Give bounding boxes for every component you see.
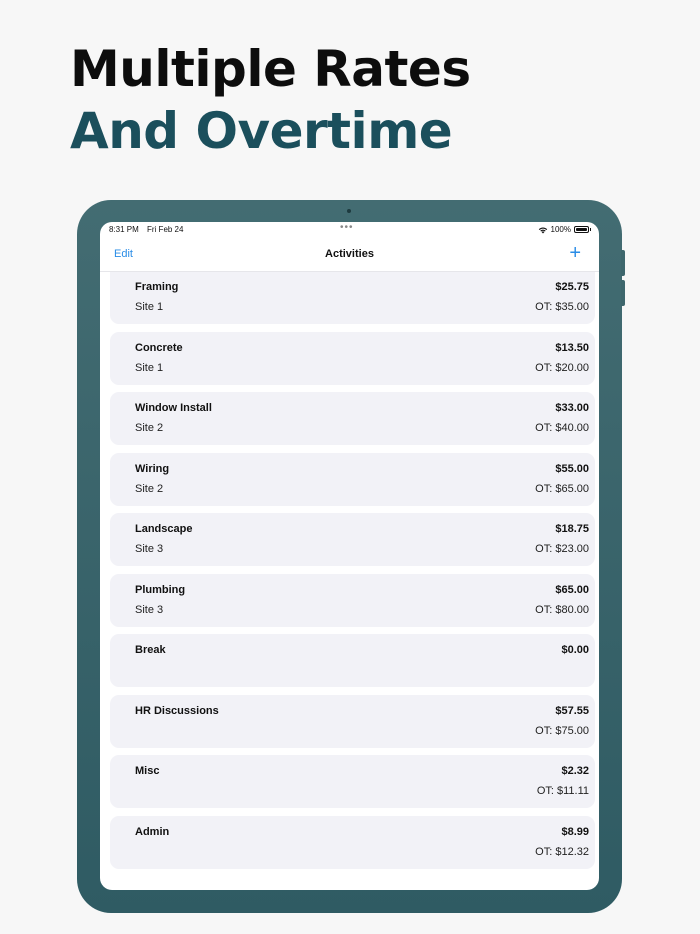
activity-name: Plumbing: [135, 583, 186, 596]
activity-name: Wiring: [135, 462, 170, 475]
navigation-bar: [100, 238, 599, 272]
list-item[interactable]: [110, 392, 595, 445]
activity-rate: $8.99: [561, 825, 589, 838]
multitask-dots-icon[interactable]: •••: [340, 222, 354, 233]
activity-name: Framing: [135, 281, 179, 293]
marketing-headline: [70, 38, 471, 162]
status-right: [538, 225, 589, 234]
camera-icon: [347, 209, 351, 213]
device-screen: [100, 222, 599, 890]
activity-rate: $33.00: [555, 402, 589, 414]
activities-list: [110, 272, 595, 876]
list-item[interactable]: [110, 816, 595, 869]
headline-line-2: And Overtime: [70, 102, 453, 160]
activity-ot-rate: OT: $80.00: [535, 603, 589, 616]
activity-site: Site 3: [135, 543, 164, 555]
activity-name: Landscape: [135, 523, 193, 535]
activity-ot-rate: OT: $12.32: [535, 845, 589, 858]
activity-ot-rate: OT: $75.00: [535, 724, 589, 737]
list-item[interactable]: [110, 634, 595, 687]
activity-ot-rate: OT: $40.00: [535, 422, 589, 434]
activity-name: Break: [135, 644, 166, 656]
list-item[interactable]: [110, 453, 595, 506]
status-date: Fri Feb 24: [147, 225, 184, 234]
volume-down-button: [621, 280, 625, 306]
list-item[interactable]: [110, 513, 595, 566]
activity-ot-rate: OT: $35.00: [535, 301, 589, 313]
list-item[interactable]: [110, 574, 595, 627]
activity-ot-rate: OT: $65.00: [535, 482, 589, 495]
list-item[interactable]: [110, 272, 595, 324]
activity-rate: $18.75: [555, 523, 589, 535]
activity-site: Site 2: [135, 482, 164, 495]
activity-name: Window Install: [135, 402, 212, 414]
list-item[interactable]: [110, 695, 595, 748]
activity-ot-rate: OT: $23.00: [535, 543, 589, 555]
list-item[interactable]: [110, 332, 595, 385]
page-title: Activities: [325, 248, 374, 260]
add-activity-button[interactable]: +: [569, 242, 581, 264]
ipad-device-frame: [77, 200, 622, 913]
activity-name: HR Discussions: [135, 704, 219, 717]
activity-ot-rate: OT: $20.00: [535, 361, 589, 374]
battery-percent: 100%: [550, 225, 571, 234]
activity-site: Site 3: [135, 603, 164, 616]
volume-up-button: [621, 250, 625, 276]
list-item[interactable]: [110, 755, 595, 808]
activity-name: Concrete: [135, 341, 183, 354]
activity-site: Site 2: [135, 422, 164, 434]
activity-rate: $0.00: [561, 644, 589, 656]
activity-site: Site 1: [135, 361, 164, 374]
edit-button[interactable]: Edit: [114, 248, 133, 260]
activity-name: Misc: [135, 765, 160, 777]
activity-rate: $13.50: [555, 341, 589, 354]
status-bar: [100, 222, 599, 238]
activity-rate: $57.55: [555, 704, 589, 717]
activity-site: Site 1: [135, 301, 164, 313]
activity-ot-rate: OT: $11.11: [536, 785, 589, 797]
headline-line-1: Multiple Rates: [70, 40, 471, 98]
wifi-icon: [538, 226, 548, 234]
status-time: 8:31 PM: [109, 225, 139, 234]
activity-rate: $2.32: [561, 765, 589, 777]
activity-rate: $25.75: [555, 281, 589, 293]
activity-name: Admin: [135, 825, 170, 838]
activity-rate: $65.00: [555, 583, 589, 596]
battery-icon: [574, 226, 589, 233]
activity-rate: $55.00: [555, 462, 589, 475]
